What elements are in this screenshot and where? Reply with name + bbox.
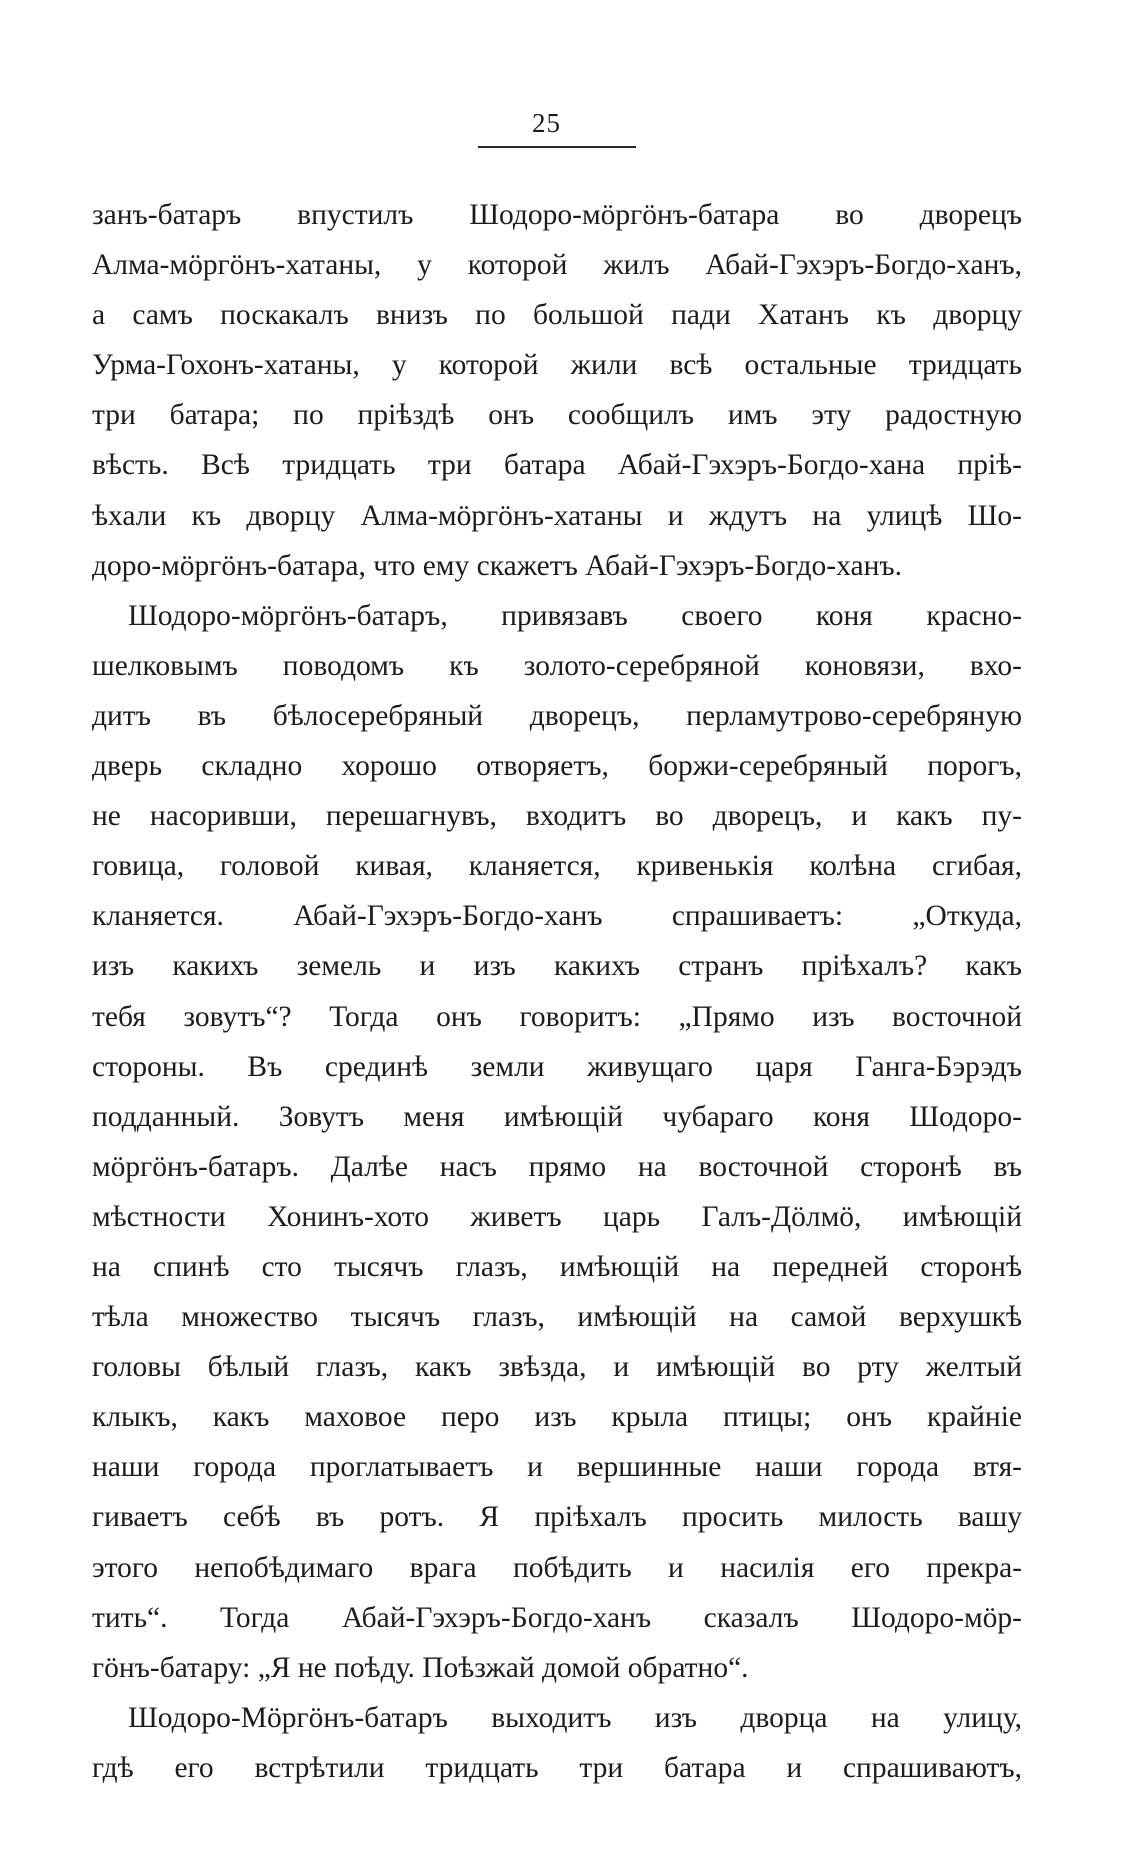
text-line: дверь складно хорошо отворяетъ, боржи-серебряный порогъ, <box>92 750 1022 783</box>
text-line: гиваетъ себѣ въ ротъ. Я пріѣхалъ просить милость вашу <box>92 1501 1022 1534</box>
text-line: Алма-мӧргӧнъ-хатаны, у которой жилъ Абай-Гэхэръ-Богдо-ханъ, <box>92 249 1022 282</box>
page-number-rule <box>478 146 636 148</box>
text-line: а самъ поскакалъ внизъ по большой пади Хатанъ къ дворцу <box>92 299 1022 332</box>
text-line: тѣла множество тысячъ глазъ, имѣющій на самой верхушкѣ <box>92 1301 1022 1334</box>
text-line: три батара; по пріѣздѣ онъ сообщилъ имъ эту радостную <box>92 399 1022 432</box>
text-line: наши города проглатываетъ и вершинные наши города втя- <box>92 1451 1022 1484</box>
text-line: Урма-Гохонъ-хатаны, у которой жили всѣ остальные тридцать <box>92 349 1022 382</box>
text-line: мѣстности Хонинъ-хото живетъ царь Галъ-Дӧлмӧ, имѣющій <box>92 1200 1022 1233</box>
text-line: тить“. Тогда Абай-Гэхэръ-Богдо-ханъ сказалъ Шодоро-мӧр- <box>92 1601 1022 1634</box>
text-line: подданный. Зовутъ меня имѣющій чубараго коня Шодоро- <box>92 1100 1022 1133</box>
text-line: гӧнъ-батару: „Я не поѣду. Поѣзжай домой обратно“. <box>92 1651 749 1684</box>
body-text <box>92 190 1022 1793</box>
text-line: доро-мӧргӧнъ-батара, что ему скажетъ Абай-Гэхэръ-Богдо-ханъ. <box>92 549 902 582</box>
paragraph-1 <box>92 190 1022 591</box>
text-line: кланяется. Абай-Гэхэръ-Богдо-ханъ спрашиваетъ: „Откуда, <box>92 900 1022 933</box>
text-line: Шодоро-мӧргӧнъ-батаръ, привязавъ своего коня красно- <box>128 599 1022 632</box>
text-line: клыкъ, какъ маховое перо изъ крыла птицы; онъ крайніе <box>92 1401 1022 1434</box>
page-number: 25 <box>532 108 561 138</box>
text-line: Шодоро-Мӧргӧнъ-батаръ выходитъ изъ дворца на улицу, <box>128 1701 1022 1734</box>
text-line: ѣхали къ дворцу Алма-мӧргӧнъ-хатаны и ждутъ на улицѣ Шо- <box>92 499 1022 532</box>
text-line: занъ-батаръ впустилъ Шодоро-мӧргӧнъ-батара во дворецъ <box>92 199 1022 231</box>
text-line: на спинѣ сто тысячъ глазъ, имѣющій на передней сторонѣ <box>92 1250 1022 1283</box>
text-line: гдѣ его встрѣтили тридцать три батара и спрашиваютъ, <box>92 1751 1022 1784</box>
text-line: не насоривши, перешагнувъ, входитъ во дворецъ, и какъ пу- <box>92 800 1022 833</box>
text-line: тебя зовутъ“? Тогда онъ говоритъ: „Прямо изъ восточной <box>92 1000 1022 1033</box>
text-line: дитъ въ бѣлосеребряный дворецъ, перламутрово-серебряную <box>92 699 1022 732</box>
text-line: говица, головой кивая, кланяется, кривенькія колѣна сгибая, <box>92 850 1022 883</box>
paragraph-2 <box>92 591 1022 1693</box>
text-line: шелковымъ поводомъ къ золото-серебряной коновязи, вхо- <box>92 649 1022 682</box>
text-line: мӧргӧнъ-батаръ. Далѣе насъ прямо на восточной сторонѣ въ <box>92 1150 1022 1183</box>
text-line: этого непобѣдимаго врага побѣдить и насилія его прекра- <box>92 1551 1022 1584</box>
text-line: вѣсть. Всѣ тридцать три батара Абай-Гэхэръ-Богдо-хана пріѣ- <box>92 449 1022 482</box>
text-line: стороны. Въ срединѣ земли живущаго царя Ганга-Бэрэдъ <box>92 1050 1022 1083</box>
text-line: изъ какихъ земель и изъ какихъ странъ пріѣхалъ? какъ <box>92 950 1022 983</box>
paragraph-3 <box>92 1693 1022 1793</box>
text-line: головы бѣлый глазъ, какъ звѣзда, и имѣющій во рту желтый <box>92 1351 1022 1384</box>
